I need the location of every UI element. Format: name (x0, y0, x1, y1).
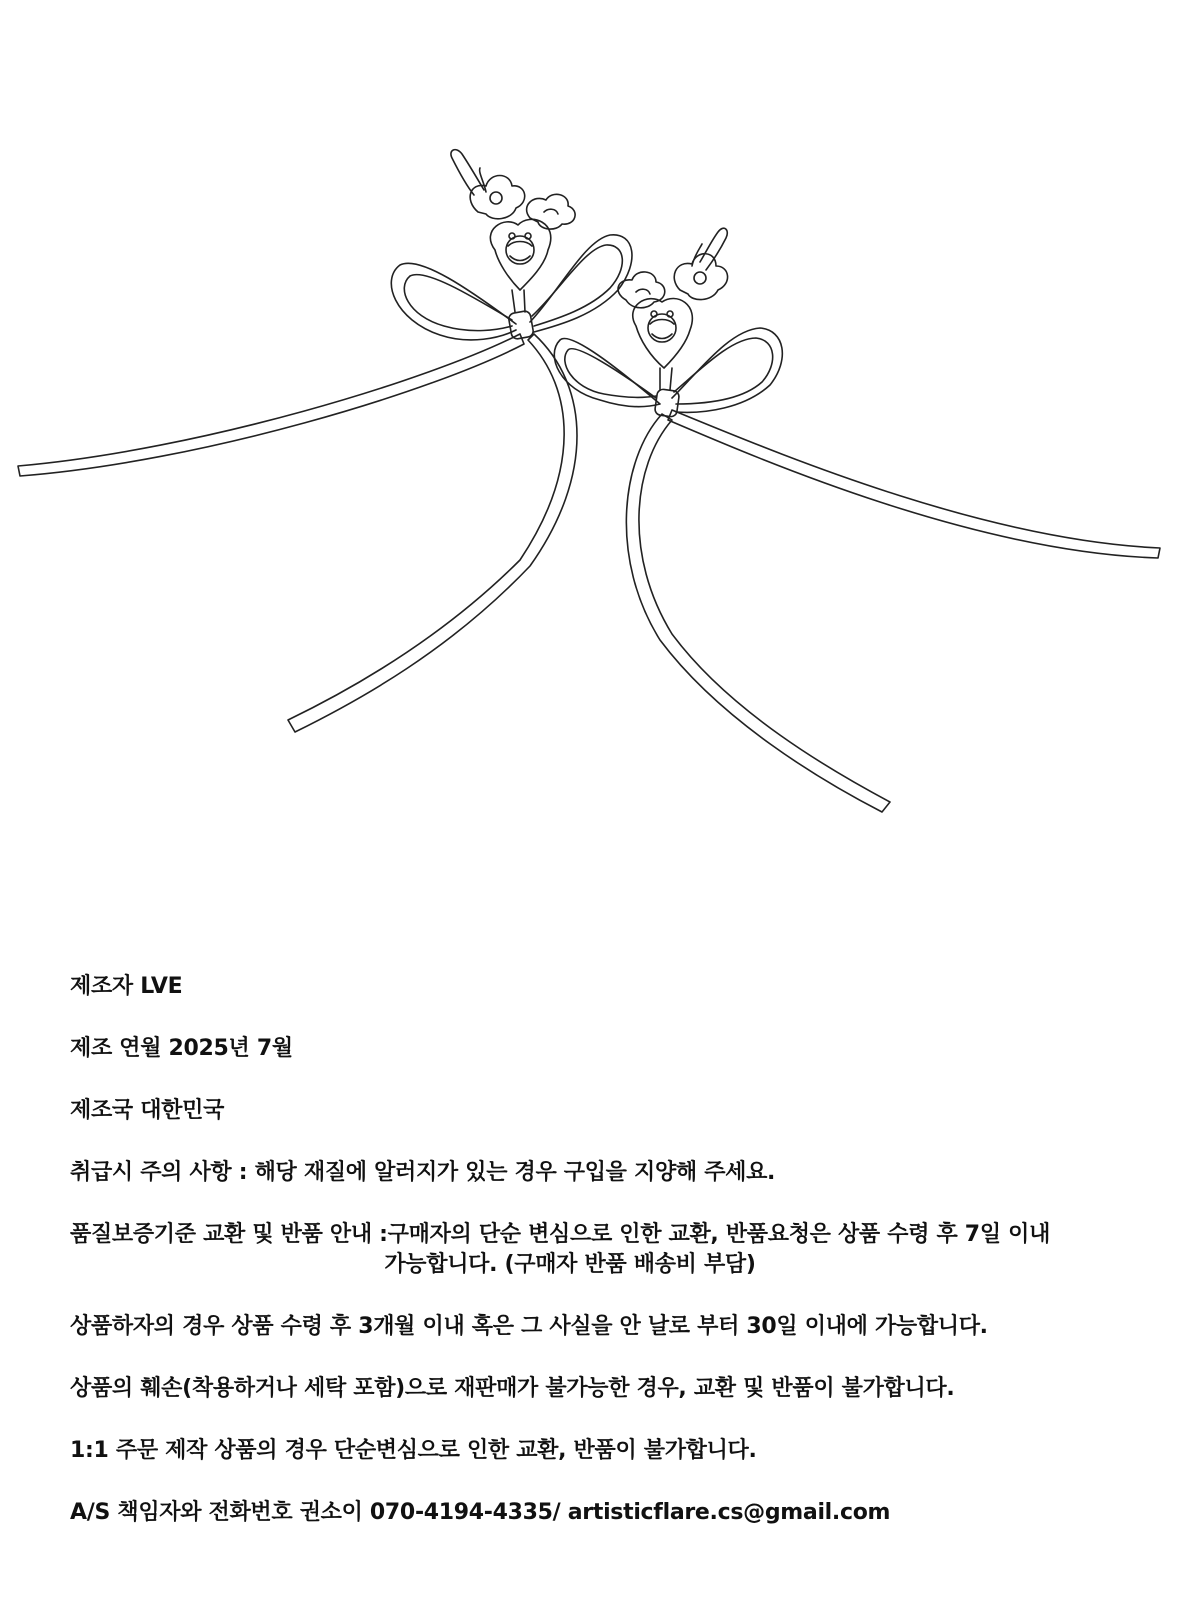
origin-country-text: 제조국 대한민국 (70, 1098, 225, 1123)
right-earring-icon (554, 228, 1160, 812)
manufacture-date-text: 제조 연월 2025년 7월 (70, 1036, 293, 1061)
custom-order-policy-text: 1:1 주문 제작 상품의 경우 단순변심으로 인한 교환, 반품이 불가합니다. (70, 1438, 757, 1463)
defect-policy-text: 상품하자의 경우 상품 수령 후 3개월 이내 혹은 그 사실을 안 날로 부터 30일 이내에 가능합니다. (70, 1314, 988, 1339)
damage-policy-text: 상품의 훼손(착용하거나 세탁 포함)으로 재판매가 불가능한 경우, 교환 및 반품이 불가합니다. (70, 1376, 955, 1401)
as-contact-text: A/S 책임자와 전화번호 권소이 070-4194-4335/ artisticflare.cs@gmail.com (70, 1500, 891, 1525)
manufacturer-text: 제조자 LVE (70, 974, 183, 999)
exchange-policy-line2: 가능합니다. (구매자 반품 배송비 부담) (384, 1252, 756, 1277)
left-earring-icon (18, 150, 632, 732)
exchange-policy-line1: 품질보증기준 교환 및 반품 안내 :구매자의 단순 변심으로 인한 교환, 반품요청은 상품 수령 후 7일 이내 (70, 1222, 1051, 1247)
handling-caution-text: 취급시 주의 사항 : 해당 재질에 알러지가 있는 경우 구입을 지양해 주세요. (70, 1160, 776, 1185)
exchange-policy-line2-row (70, 1250, 1130, 1280)
